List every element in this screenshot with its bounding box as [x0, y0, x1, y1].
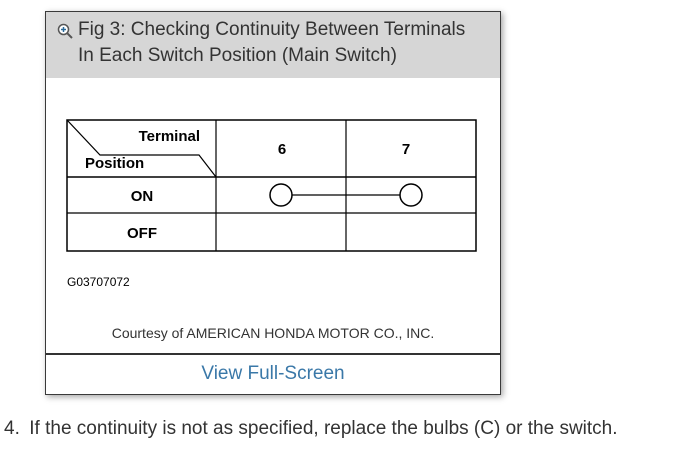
position-on-label: ON [130, 188, 154, 205]
figure-divider [46, 353, 500, 355]
figure-credit: Courtesy of AMERICAN HONDA MOTOR CO., INC. [111, 325, 435, 341]
terminal-6-label: 6 [277, 141, 287, 158]
caption-line-1: Fig 3: Checking Continuity Between Terminals [78, 19, 466, 40]
caption-line-2: In Each Switch Position (Main Switch) [78, 45, 397, 66]
terminal-7-label: 7 [401, 141, 411, 158]
figure-container [45, 11, 501, 395]
header-position-label: Position [85, 155, 145, 172]
header-terminal-label: Terminal [138, 128, 200, 145]
figure-code: G03707072 [67, 275, 130, 289]
zoom-in-icon[interactable] [57, 23, 73, 39]
figure-caption-bar [46, 12, 500, 78]
continuity-node-terminal-7 [400, 184, 422, 206]
step-number: 4. [4, 418, 20, 439]
procedure-step [4, 418, 618, 440]
step-text: If the continuity is not as specified, replace the bulbs (C) or the switch. [29, 418, 618, 439]
continuity-node-terminal-6 [270, 184, 292, 206]
view-full-screen-link[interactable]: View Full-Screen [201, 363, 345, 384]
figure-caption [78, 17, 493, 69]
position-off-label: OFF [127, 225, 157, 242]
continuity-table-diagram [46, 78, 500, 308]
